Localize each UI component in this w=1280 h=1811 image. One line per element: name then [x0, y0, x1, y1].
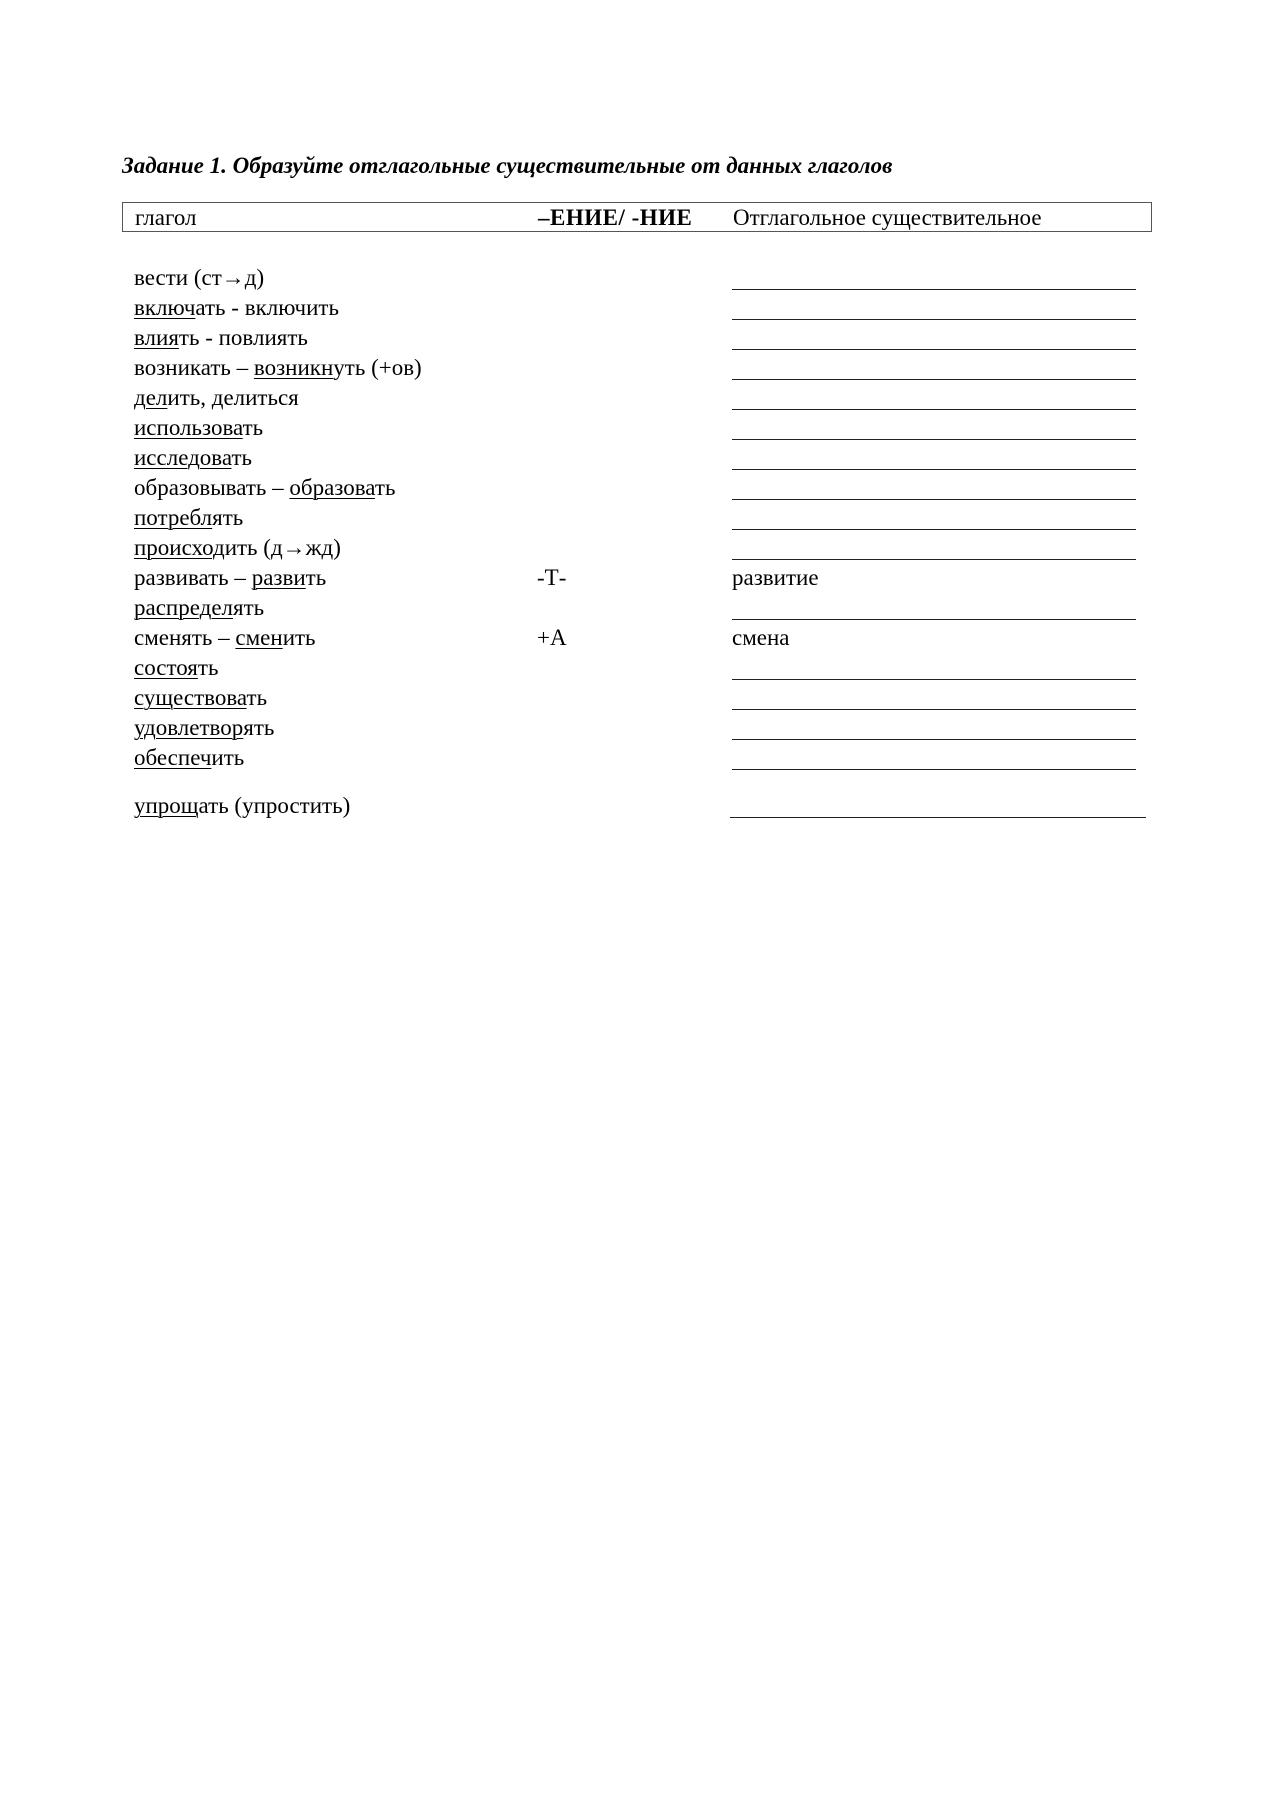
verb-part: ять: [233, 595, 265, 620]
verb-row: [0, 793, 1280, 823]
verb-part: ить: [282, 625, 316, 650]
verb-row: [0, 535, 1280, 565]
verb-stem-underlined: исследова: [134, 445, 232, 470]
verb-row: [0, 595, 1280, 625]
verb-part: ть: [197, 655, 219, 680]
verb-part: вести (ст→д): [134, 265, 265, 290]
verb-part: ать - включить: [195, 295, 339, 320]
answer-blank-line[interactable]: [732, 529, 1136, 530]
answer-blank-line[interactable]: [732, 469, 1136, 470]
verb-part: ть: [305, 565, 327, 590]
answer-blank-line[interactable]: [732, 349, 1136, 350]
verb-text: [134, 415, 263, 441]
verb-row: [0, 265, 1280, 295]
noun-answer: развитие: [732, 565, 819, 590]
verb-part: ть: [374, 475, 396, 500]
verb-stem-underlined: разви: [251, 565, 306, 590]
verb-row: [0, 415, 1280, 445]
answer-blank-line[interactable]: [732, 709, 1136, 710]
verb-text: [134, 445, 252, 471]
verb-part: ть: [242, 415, 264, 440]
header-verb-column: глагол: [135, 205, 197, 230]
answer-blank-line[interactable]: [732, 289, 1136, 290]
verb-stem-underlined: распредел: [134, 595, 234, 620]
verb-row: [0, 505, 1280, 535]
verb-stem-underlined: упрощ: [134, 793, 199, 818]
answer-blank-line[interactable]: [732, 769, 1136, 770]
verb-text: [134, 685, 267, 711]
verb-text: [134, 475, 395, 501]
verb-row: [0, 745, 1280, 775]
verb-part: ть: [231, 445, 253, 470]
answer-blank-line[interactable]: [732, 439, 1136, 440]
verb-stem-underlined: удовлетвор: [134, 715, 244, 740]
verb-text: [134, 715, 274, 741]
header-noun-column: Отглагольное существительное: [733, 205, 1042, 230]
verb-stem-underlined: использова: [134, 415, 243, 440]
verb-row: [0, 715, 1280, 745]
answer-blank-line[interactable]: [732, 499, 1136, 500]
answer-blank-line[interactable]: [732, 559, 1136, 560]
answer-blank-line[interactable]: [730, 817, 1146, 818]
verb-text: [134, 745, 244, 771]
verb-text: [134, 625, 316, 651]
verb-text: [134, 325, 308, 351]
verb-text: [134, 385, 299, 411]
verb-text: [134, 565, 326, 591]
verb-text: [134, 295, 339, 321]
verb-stem-underlined: возникн: [253, 355, 334, 380]
suffix-note: -Т-: [537, 565, 567, 590]
verb-row: [0, 295, 1280, 325]
verb-row: [0, 445, 1280, 475]
verb-part: ить: [211, 745, 245, 770]
answer-blank-line[interactable]: [732, 379, 1136, 380]
verb-part: образовывать –: [134, 475, 290, 500]
verb-text: [134, 655, 218, 681]
suffix-note: +А: [537, 625, 567, 650]
verb-stem-underlined: влия: [134, 325, 179, 350]
verb-stem-underlined: существова: [134, 685, 247, 710]
verb-stem-underlined: смен: [235, 625, 283, 650]
verb-row: [0, 685, 1280, 715]
verb-part: ть - повлиять: [178, 325, 308, 350]
verb-part: возникать –: [134, 355, 254, 380]
answer-blank-line[interactable]: [732, 319, 1136, 320]
verb-part: ить (д→жд): [224, 535, 341, 560]
verb-part: ять: [212, 505, 244, 530]
verb-text: [134, 793, 350, 819]
verb-part: ть: [246, 685, 268, 710]
header-suffix-column: –ЕНИЕ/ -НИЕ: [538, 205, 693, 230]
verb-row: [0, 385, 1280, 415]
verb-part: ить, делиться: [167, 385, 299, 410]
verb-stem-underlined: обеспеч: [134, 745, 212, 770]
verb-row: [0, 655, 1280, 685]
verb-text: [134, 505, 243, 531]
verb-stem-underlined: включ: [134, 295, 196, 320]
verb-part: ять: [243, 715, 275, 740]
verb-part: уть (+ов): [333, 355, 422, 380]
verb-stem-underlined: дел: [134, 385, 168, 410]
verb-row: [0, 565, 1280, 595]
verb-text: [134, 595, 264, 621]
verb-row: [0, 355, 1280, 385]
answer-blank-line[interactable]: [732, 739, 1136, 740]
verb-part: сменять –: [134, 625, 236, 650]
exercise-title: Задание 1. Образуйте отглагольные существительные от данных глаголов: [122, 153, 893, 178]
noun-answer: смена: [732, 625, 790, 650]
verb-row: [0, 475, 1280, 505]
verb-part: ать (упростить): [198, 793, 351, 818]
verb-text: [134, 265, 264, 291]
verb-stem-underlined: потребл: [134, 505, 213, 530]
answer-blank-line[interactable]: [732, 619, 1136, 620]
table-header: [122, 202, 1152, 232]
verb-text: [134, 355, 422, 381]
verb-stem-underlined: происход: [134, 535, 225, 560]
answer-blank-line[interactable]: [732, 679, 1136, 680]
answer-blank-line[interactable]: [732, 409, 1136, 410]
verb-part: развивать –: [134, 565, 252, 590]
verb-row: [0, 625, 1280, 655]
verb-row: [0, 325, 1280, 355]
verb-text: [134, 535, 341, 561]
verb-stem-underlined: образова: [289, 475, 375, 500]
verb-stem-underlined: состоя: [134, 655, 198, 680]
